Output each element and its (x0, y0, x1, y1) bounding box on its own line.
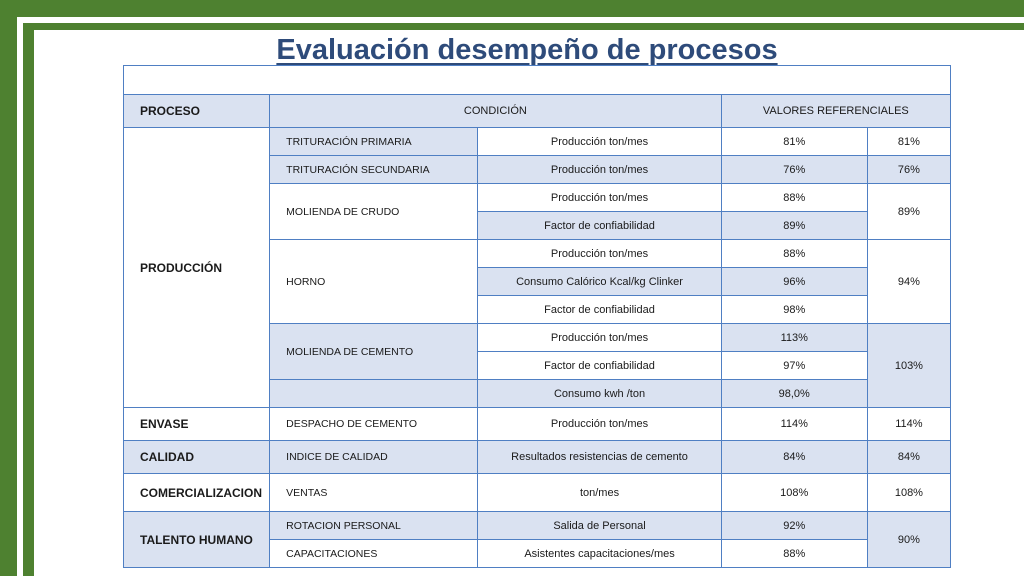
total-cell: 89% (867, 184, 950, 240)
process-calidad: CALIDAD (124, 441, 270, 474)
indicator-cell: Resultados resistencias de cemento (478, 441, 721, 474)
value-cell: 114% (721, 408, 867, 441)
process-envase: ENVASE (124, 408, 270, 441)
page-title: Evaluación desempeño de procesos (276, 34, 778, 66)
indicator-cell: Consumo kwh /ton (478, 380, 721, 408)
condition-cell: CAPACITACIONES (270, 540, 478, 568)
indicator-cell: Asistentes capacitaciones/mes (478, 540, 721, 568)
process-talento-humano: TALENTO HUMANO (124, 512, 270, 568)
indicator-cell: Factor de confiabilidad (478, 212, 721, 240)
indicator-cell: Producción ton/mes (478, 240, 721, 268)
value-cell: 81% (721, 128, 867, 156)
indicator-cell: Factor de confiabilidad (478, 352, 721, 380)
process-evaluation-table (123, 65, 951, 568)
value-cell: 84% (721, 441, 867, 474)
condition-cell: HORNO (270, 240, 478, 324)
total-cell: 103% (867, 324, 950, 408)
value-cell: 96% (721, 268, 867, 296)
value-cell: 88% (721, 240, 867, 268)
total-cell: 108% (867, 474, 950, 512)
condition-cell: MOLIENDA DE CEMENTO (270, 324, 478, 380)
indicator-cell: Producción ton/mes (478, 408, 721, 441)
indicator-cell: Factor de confiabilidad (478, 296, 721, 324)
header-condicion: CONDICIÓN (270, 95, 722, 128)
table-empty-row (124, 66, 951, 95)
process-comercializacion: COMERCIALIZACION (124, 474, 270, 512)
table-row (124, 408, 951, 441)
value-cell: 92% (721, 512, 867, 540)
value-cell: 108% (721, 474, 867, 512)
empty-cell (124, 66, 951, 95)
indicator-cell: Producción ton/mes (478, 184, 721, 212)
process-produccion: PRODUCCIÓN (124, 128, 270, 408)
condition-cell: ROTACION PERSONAL (270, 512, 478, 540)
condition-cell: VENTAS (270, 474, 478, 512)
condition-cell: MOLIENDA DE CRUDO (270, 184, 478, 240)
value-cell: 97% (721, 352, 867, 380)
indicator-cell: Consumo Calórico Kcal/kg Clinker (478, 268, 721, 296)
indicator-cell: Producción ton/mes (478, 156, 721, 184)
condition-cell-empty (270, 380, 478, 408)
indicator-cell: Producción ton/mes (478, 128, 721, 156)
condition-cell: DESPACHO DE CEMENTO (270, 408, 478, 441)
condition-cell: TRITURACIÓN PRIMARIA (270, 128, 478, 156)
indicator-cell: Salida de Personal (478, 512, 721, 540)
table-row (124, 441, 951, 474)
value-cell: 88% (721, 540, 867, 568)
total-cell: 84% (867, 441, 950, 474)
value-cell: 89% (721, 212, 867, 240)
table-header-row (124, 95, 951, 128)
total-cell: 76% (867, 156, 950, 184)
indicator-cell: Producción ton/mes (478, 324, 721, 352)
value-cell: 98,0% (721, 380, 867, 408)
total-cell: 90% (867, 512, 950, 568)
value-cell: 88% (721, 184, 867, 212)
header-proceso: PROCESO (124, 95, 270, 128)
table-row (124, 128, 951, 156)
table-row (124, 474, 951, 512)
value-cell: 98% (721, 296, 867, 324)
header-valores: VALORES REFERENCIALES (721, 95, 950, 128)
value-cell: 113% (721, 324, 867, 352)
indicator-cell: ton/mes (478, 474, 721, 512)
total-cell: 94% (867, 240, 950, 324)
total-cell: 81% (867, 128, 950, 156)
condition-cell: INDICE DE CALIDAD (270, 441, 478, 474)
total-cell: 114% (867, 408, 950, 441)
condition-cell: TRITURACIÓN SECUNDARIA (270, 156, 478, 184)
value-cell: 76% (721, 156, 867, 184)
table-row (124, 512, 951, 540)
